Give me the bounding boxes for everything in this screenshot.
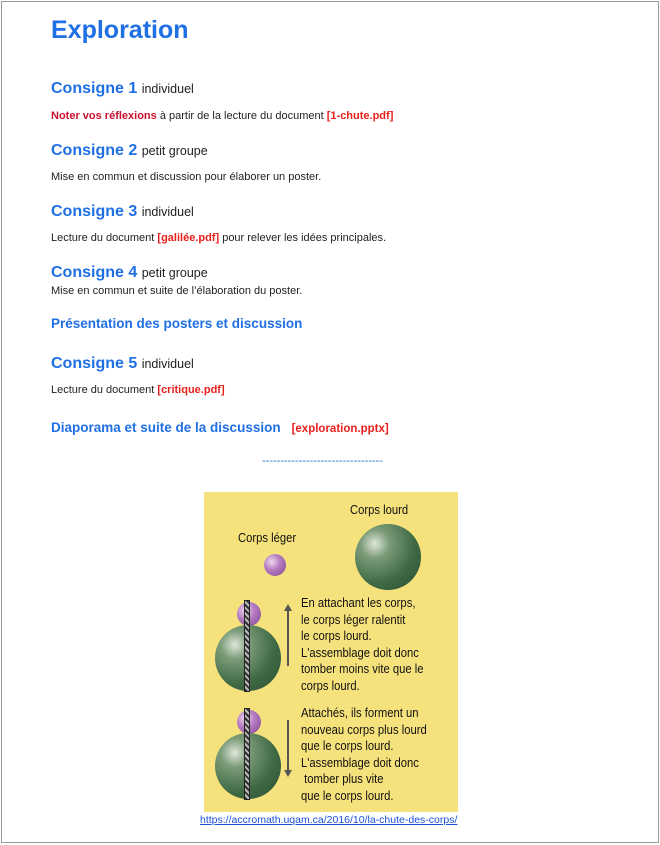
consigne-4-text: Mise en commun et suite de l’élaboration du poster. <box>51 285 303 297</box>
highlight-text: Noter vos réflexions <box>51 110 157 122</box>
caption-line: corps lourd. <box>301 678 360 693</box>
arrow-down-head <box>284 770 292 777</box>
label-light-body: Corps léger <box>238 531 297 545</box>
mode-label: petit groupe <box>141 144 208 158</box>
heading-text: Consigne 4 <box>51 264 138 281</box>
consigne-2-heading <box>51 142 208 160</box>
caption-line: En attachant les corps, <box>301 596 416 610</box>
consigne-5-text <box>51 384 225 396</box>
page-title: Exploration <box>51 16 189 44</box>
mode-label: individuel <box>141 205 194 219</box>
mode-label: individuel <box>141 82 194 96</box>
caption-line: tomber moins vite que le <box>301 662 424 676</box>
consigne-1-heading <box>51 80 194 98</box>
heading-text: Consigne 1 <box>51 80 138 97</box>
heading-text: Consigne 2 <box>51 142 138 159</box>
heading-text: Consigne 5 <box>51 355 138 372</box>
mode-label: petit groupe <box>141 266 208 280</box>
falling-bodies-figure <box>204 492 458 812</box>
consigne-1-text <box>51 110 393 122</box>
separator: --------------------------------- <box>262 455 383 467</box>
consigne-3-heading <box>51 203 194 221</box>
caption-line: que le corps lourd. <box>301 788 394 803</box>
consigne-2-text: Mise en commun et discussion pour élaborer un poster. <box>51 171 322 183</box>
caption-line: que le corps lourd. <box>301 739 394 753</box>
consigne-3-text <box>51 232 386 244</box>
body-text: Lecture du document <box>51 232 158 244</box>
caption-line: tomber plus vite <box>301 772 384 786</box>
arrow-up-icon <box>287 610 289 666</box>
consigne-5-heading <box>51 355 194 373</box>
body-text: Lecture du document <box>51 384 158 396</box>
caption-line: L'assemblage doit donc <box>301 755 419 770</box>
caption-line: L'assemblage doit donc <box>301 645 419 660</box>
caption-1 <box>301 595 424 694</box>
heavy-ball <box>355 524 421 590</box>
caption-2 <box>301 705 427 804</box>
source-link[interactable]: https://accromath.uqam.ca/2016/10/la-chute-des-corps/ <box>200 814 458 826</box>
caption-line: le corps lourd. <box>301 629 372 643</box>
rod-2 <box>244 708 250 800</box>
presentation-heading: Présentation des posters et discussion <box>51 316 303 331</box>
file-link-1-chute[interactable]: [1-chute.pdf] <box>326 110 394 122</box>
file-link-exploration[interactable]: [exploration.pptx] <box>291 423 389 435</box>
body-text-after: pour relever les idées principales. <box>219 232 387 244</box>
file-link-galilee[interactable]: [galilée.pdf] <box>157 232 220 244</box>
heading-text: Diaporama et suite de la discussion <box>51 420 281 435</box>
light-ball <box>264 554 286 576</box>
caption-line: nouveau corps plus lourd <box>301 722 427 737</box>
arrow-up-head <box>284 604 292 611</box>
consigne-4-heading <box>51 264 208 282</box>
label-heavy-body: Corps lourd <box>350 503 409 517</box>
caption-line: le corps léger ralentit <box>301 612 406 627</box>
file-link-critique[interactable]: [critique.pdf] <box>157 384 225 396</box>
diaporama-heading <box>51 420 389 435</box>
heading-text: Consigne 3 <box>51 203 138 220</box>
arrow-down-icon <box>287 720 289 772</box>
rod <box>244 600 250 692</box>
caption-line: Attachés, ils forment un <box>301 706 419 720</box>
mode-label: individuel <box>141 357 194 371</box>
body-text: à partir de la lecture du document <box>156 110 327 122</box>
